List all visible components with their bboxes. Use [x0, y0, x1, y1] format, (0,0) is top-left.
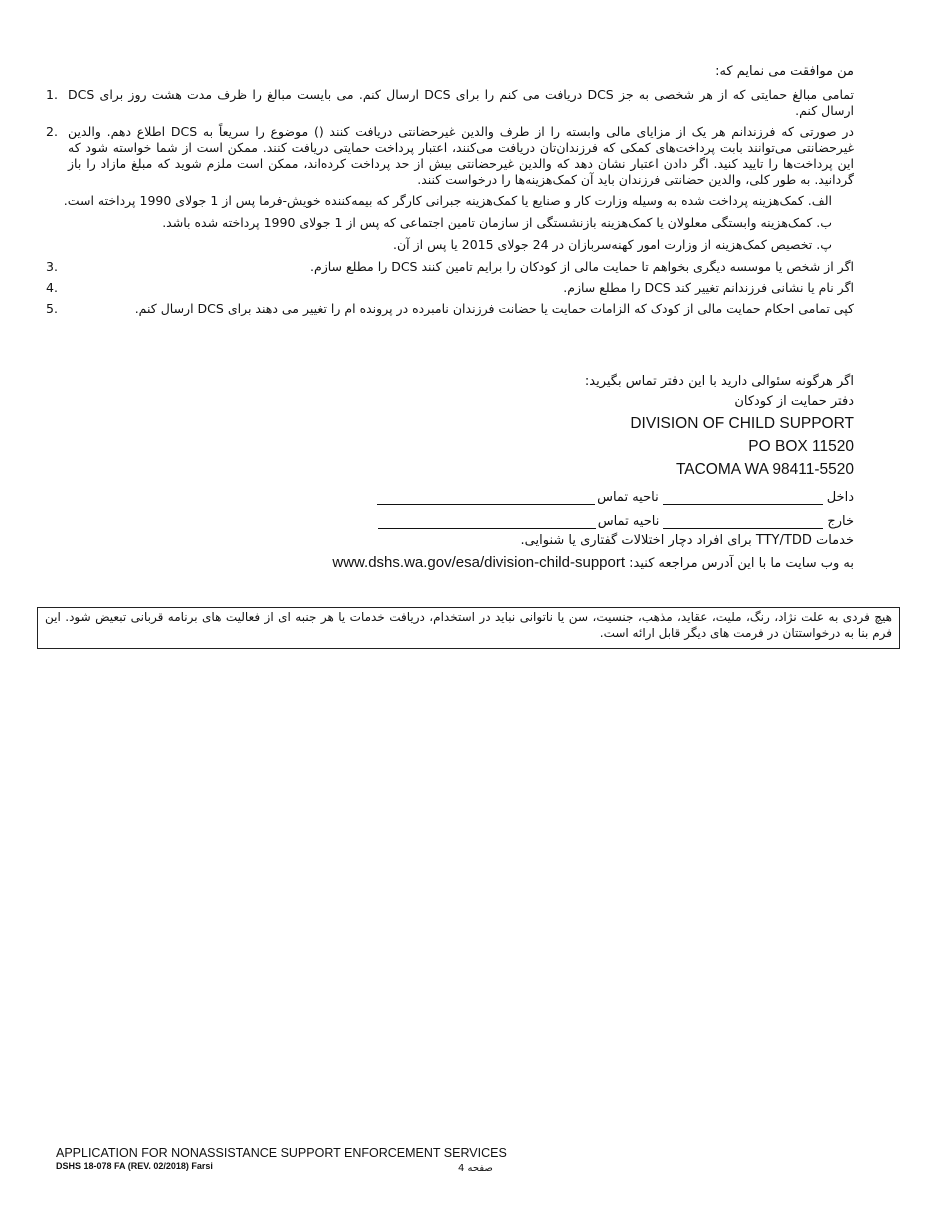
- footer-form-id: DSHS 18-078 FA (REV. 02/2018) Farsi: [56, 1161, 213, 1171]
- website-label: به وب سایت ما با این آدرس مراجعه کنید:: [629, 556, 854, 571]
- outside-phone-field[interactable]: [663, 512, 823, 529]
- website-line: [254, 554, 854, 571]
- page-number: صفحه 4: [458, 1163, 493, 1174]
- list-item: [46, 280, 854, 296]
- area-code-label: ناحیه تماس: [597, 514, 660, 529]
- phone-inside-row: [254, 481, 854, 505]
- sub-item: ب. کمک‌هزینه وابستگی معلولان یا کمک‌هزینه بازنشستگی از سازمان تامین اجتماعی که پس از 1 جولای 1990 پرداخته شده باشد.: [162, 215, 832, 230]
- area-code-label: ناحیه تماس: [597, 490, 659, 505]
- outside-label: خارج: [827, 514, 854, 529]
- item-number: 3.: [46, 259, 58, 274]
- item-text: کپی تمامی احکام حمایت مالی از کودک که الزامات حمایت یا حضانت فرزندان نامبرده در پرونده ام را تغییر می دهند برای DCS ارسال کنم.: [134, 301, 854, 316]
- city-address: TACOMA WA 98411-5520: [675, 461, 854, 478]
- item-number: 4.: [46, 280, 58, 295]
- item-text: در صورتی که فرزندانم هر یک از مزایای مالی وابسته را از طرف والدین غیرحضانتی دریافت کنند () موضوع را سریعاً به DCS اطلاع دهم. والدین غیرحضانتی می‌توانند بابت پرداخت‌های کمکی که فرزندان‌تان دریافت می‌کنند، اعتبار پرداخت حمایتی دریافت کنند. ممکن است از شما خواسته شود که این پرداخت‌ها را تایید کنید. اگر دادن اعتبار نشان دهد که والدین غیرحضانتی بیش از حد پرداخت کرده‌اند، ممکن است ملزم شوید که مبلغ مازاد را باز گردانید. به طور کلی، والدین حضانتی فرزندان باید آن کمک‌هزینه‌ها را درخواست کنند.: [68, 124, 855, 187]
- list-item: [46, 259, 854, 275]
- item-text: اگر از شخص یا موسسه دیگری بخواهم تا حمایت مالی از کودکان را برایم تامین کنند DCS را مطلع سازم.: [310, 259, 854, 274]
- website-url[interactable]: www.dshs.wa.gov/esa/division-child-support: [332, 554, 626, 571]
- po-box: PO BOX 11520: [748, 438, 854, 455]
- list-item: [46, 87, 854, 119]
- item-number: 5.: [46, 301, 58, 316]
- item-text: اگر نام یا نشانی فرزندانم تغییر کند DCS را مطلع سازم.: [563, 280, 854, 295]
- item-number: 1.: [46, 87, 58, 102]
- office-name-fa: دفتر حمایت از کودکان: [734, 394, 854, 409]
- agreement-list: [46, 87, 854, 322]
- item-text: تمامی مبالغ حمایتی که از هر شخصی به جز DCS دریافت می کنم را برای DCS ارسال کنم. می بایست مبالغ را ظرف مدت هشت روز برای DCS ارسال کنم.: [68, 87, 854, 118]
- item-number: 2.: [46, 124, 58, 139]
- sub-item: الف. کمک‌هزینه پرداخت شده به وسیله وزارت کار و صنایع یا کمک‌هزینه جبرانی کارگر که بیمه‌کننده خویش-فرما پس از 1 جولای 1990 پرداخته است.: [63, 193, 832, 208]
- outside-area-field[interactable]: [378, 512, 596, 529]
- intro-text: من موافقت می نمایم که:: [715, 64, 854, 79]
- office-name-en: DIVISION OF CHILD SUPPORT: [630, 415, 854, 432]
- footer-title: APPLICATION FOR NONASSISTANCE SUPPORT ENFORCEMENT SERVICES: [56, 1146, 507, 1160]
- list-item: [46, 301, 854, 317]
- phone-outside-row: [254, 505, 854, 529]
- nondiscrimination-notice: هیچ فردی به علت نژاد، رنگ، ملیت، عقاید، مذهب، جنسیت، سن یا ناتوانی نباید در استخدام، دریافت خدمات یا هر جنبه ای از فعالیت های برنامه قربانی تبعیض شود. این فرم بنا به درخواستتان در فرمت های دیگر قابل ارائه است.: [37, 607, 900, 649]
- inside-area-field[interactable]: [377, 488, 595, 505]
- inside-label: داخل: [826, 490, 854, 505]
- inside-phone-field[interactable]: [663, 488, 823, 505]
- contact-section: [254, 372, 854, 571]
- tty-info: خدمات TTY/TDD برای افراد دچار اختلالات گفتاری یا شنوایی.: [520, 533, 854, 548]
- sub-item: پ. تخصیص کمک‌هزینه از وزارت امور کهنه‌سربازان در 24 جولای 2015 یا پس از آن.: [393, 237, 832, 252]
- list-item: [46, 124, 854, 188]
- contact-question: اگر هرگونه سئوالی دارید با این دفتر تماس بگیرید:: [584, 374, 854, 389]
